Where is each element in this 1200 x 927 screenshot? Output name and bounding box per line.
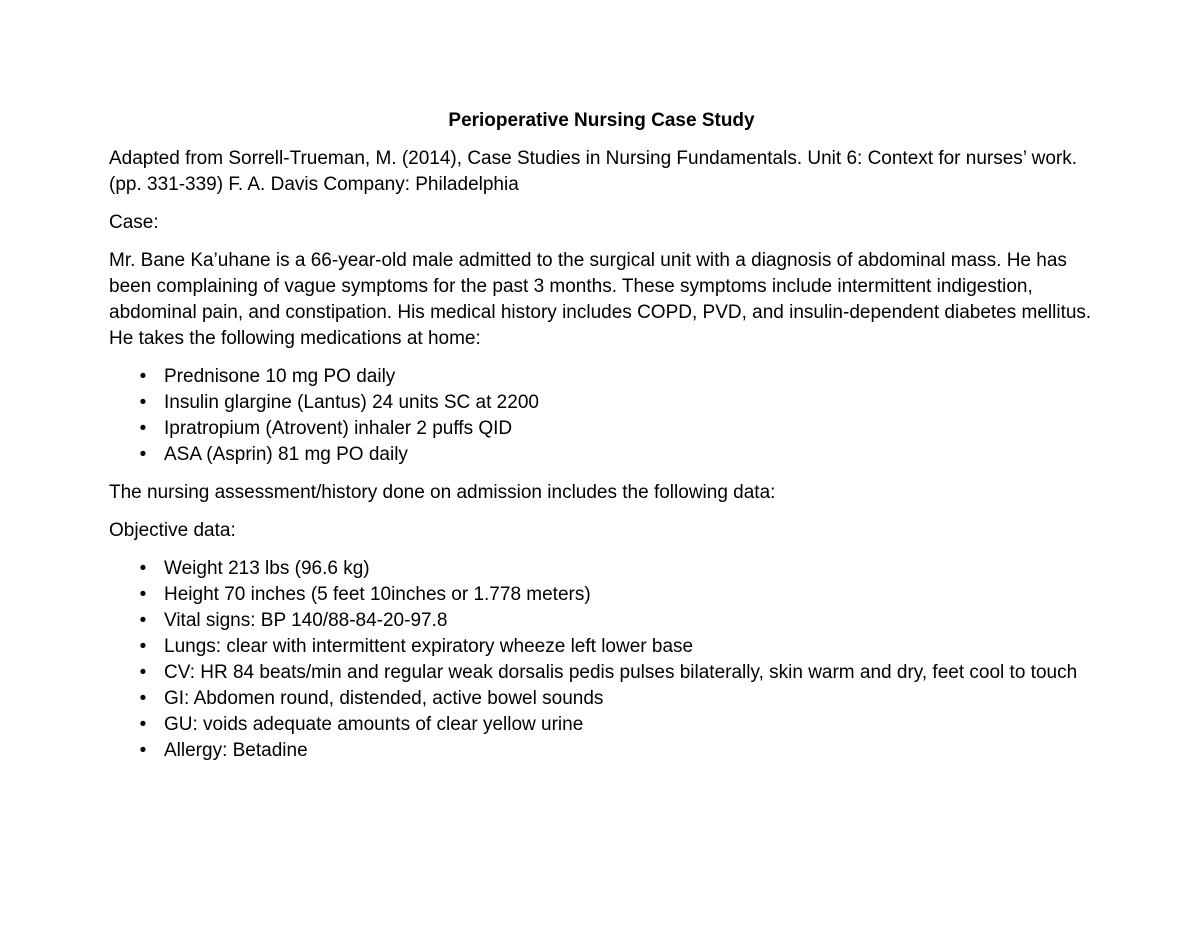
document-title: Perioperative Nursing Case Study (448, 110, 755, 131)
list-item-objective (109, 634, 1094, 660)
bullet-icon: • (139, 366, 147, 387)
bullet-icon: • (139, 392, 147, 413)
bullet-icon: • (139, 740, 147, 761)
objective-text: GU: voids adequate amounts of clear yellow urine (164, 714, 584, 735)
medication-text: Insulin glargine (Lantus) 24 units SC at 2200 (164, 392, 539, 413)
list-item-objective (109, 608, 1094, 634)
medications-list (109, 364, 1094, 468)
list-item-medication (109, 416, 1094, 442)
bullet-icon: • (139, 584, 147, 605)
list-item-objective (109, 556, 1094, 582)
case-label: Case: (109, 212, 159, 233)
list-item-objective (109, 712, 1094, 738)
objective-text: GI: Abdomen round, distended, active bowel sounds (164, 688, 604, 709)
case-description: Mr. Bane Ka’uhane is a 66-year-old male admitted to the surgical unit with a diagnosis of abdominal mass. He has been complaining of vague symptoms for the past 3 months. These symptoms include intermittent indigestion, abdominal pain, and constipation. His medical history includes COPD, PVD, and insulin-dependent diabetes mellitus. He takes the following medications at home: (109, 250, 1092, 349)
objective-data-list (109, 556, 1094, 764)
bullet-icon: • (139, 688, 147, 709)
bullet-icon: • (139, 418, 147, 439)
objective-text: Allergy: Betadine (164, 740, 308, 761)
list-item-medication (109, 364, 1094, 390)
document-page (109, 108, 1094, 776)
objective-text: Height 70 inches (5 feet 10inches or 1.778 meters) (164, 584, 591, 605)
objective-text: Vital signs: BP 140/88-84-20-97.8 (164, 610, 448, 631)
list-item-medication (109, 390, 1094, 416)
list-item-medication (109, 442, 1094, 468)
list-item-objective (109, 686, 1094, 712)
objective-text: Weight 213 lbs (96.6 kg) (164, 558, 370, 579)
bullet-icon: • (139, 662, 147, 683)
list-item-objective (109, 738, 1094, 764)
medication-text: ASA (Asprin) 81 mg PO daily (164, 444, 408, 465)
bullet-icon: • (139, 636, 147, 657)
bullet-icon: • (139, 444, 147, 465)
objective-text: Lungs: clear with intermittent expiratory wheeze left lower base (164, 636, 694, 657)
objective-text: CV: HR 84 beats/min and regular weak dorsalis pedis pulses bilaterally, skin warm and dry, feet cool to touch (164, 662, 1078, 683)
medication-text: Ipratropium (Atrovent) inhaler 2 puffs QID (164, 418, 513, 439)
bullet-icon: • (139, 558, 147, 579)
assessment-intro: The nursing assessment/history done on admission includes the following data: (109, 482, 776, 503)
list-item-objective (109, 660, 1094, 686)
list-item-objective (109, 582, 1094, 608)
bullet-icon: • (139, 714, 147, 735)
medication-text: Prednisone 10 mg PO daily (164, 366, 396, 387)
objective-data-label: Objective data: (109, 520, 236, 541)
bullet-icon: • (139, 610, 147, 631)
citation-paragraph: Adapted from Sorrell-Trueman, M. (2014), Case Studies in Nursing Fundamentals. Unit 6: Context for nurses’ work. (pp. 331-339) F. A. Davis Company: Philadelphia (109, 148, 1077, 195)
